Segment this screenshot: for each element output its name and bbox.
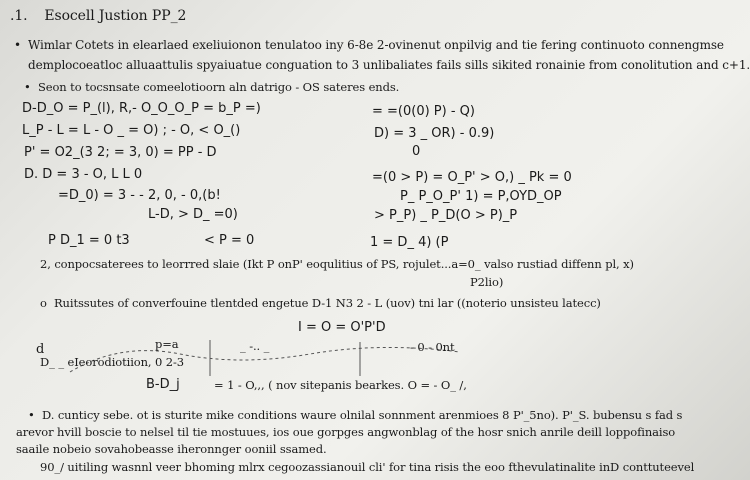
bullet-marker: o — [40, 296, 47, 310]
diagram-d-label: d — [36, 342, 45, 357]
paragraph-1-line-1: • Wimlar Cotets in elearlaed exeliuionon tenulatoo iny 6-8e 2-ovinenut onpilvig and tie fering continuoto connengmse — [14, 38, 724, 52]
equation-left-1: D-D_O = P_(l), R,- O_O_O_P = b_P =) — [22, 101, 261, 116]
equation-left-6: L-D, > D_ =0) — [148, 207, 238, 222]
diagram-label-left: p=a — [155, 337, 179, 351]
bullet-icon: • — [14, 38, 21, 52]
pd-row-left: P D_1 = 0 t3 — [48, 233, 130, 248]
pd-row-right: 1 = D_ 4) (P — [370, 235, 449, 250]
equation-right-6: > P_P) _ P_D(O > P)_P — [374, 208, 518, 223]
equation-left-5: =D_0) = 3 - - 2, 0, - 0,(b! — [58, 188, 221, 203]
paragraph-5-line-1: • D. cunticy sebe. ot is sturite mike conditions waure olnilal sonnment arenmioes 8 P'_5no). P'_S. bubensu s fad s — [28, 408, 683, 422]
paragraph-3-note: P2lio) — [470, 275, 504, 289]
bullet-icon: • — [24, 80, 31, 94]
equation-right-1: = =(0(0) P) - Q) — [372, 104, 475, 119]
equation-right-3: 0 — [412, 144, 421, 159]
equation-left-2: L_P - L = L - O _ = O) ; - O, < O_() — [22, 123, 241, 138]
section-title: Esocell Justion PP_2 — [44, 8, 187, 24]
paragraph-1-line-2: demplocoeatloc alluaattulis spyaiuatue conguation to 3 unlibaliates fails sills sikited ronainie from conolitution and c+1. — [28, 58, 750, 72]
paragraph-5-line-2: arevor hvill boscie to nelsel til tie mostuues, ios oue gorpges angwonblag of the hosr snich anrile deill loppofinaiso — [16, 425, 676, 439]
equation-left-3: P' = O2_(3 2; = 3, 0) = PP - D — [24, 145, 217, 160]
paragraph-5-line-3: saaile nobeio sovahobeasse iheronnger ooniil ssamed. — [16, 442, 327, 456]
section-header — [10, 8, 186, 24]
diagram-bottom-left: B-D_j — [146, 377, 180, 392]
paragraph-3-line-1: 2, conpocsaterees to leorrred slaie (Ikt P onP' eoqulitius of PS, rojulet...a=0_ valso rustiad diffenn pl, x) — [40, 257, 634, 271]
paragraph-2-line-1: • Seon to tocsnsate comeelotioorn aln datrigo - OS sateres ends. — [24, 80, 400, 94]
paragraph-4-line-1: o Ruitssutes of converfouine tlentded engetue D-1 N3 2 - L (uov) tni lar ((noterio unsisteu latecc) — [40, 296, 601, 310]
equation-right-2: D) = 3 _ OR) - 0.9) — [374, 126, 495, 141]
diagram-bottom-mid: = 1 - O,,, ( nov sitepanis bearkes. O = - O_ /, — [214, 378, 467, 392]
diagram-label-dash: _ -.. _ — [240, 339, 270, 353]
equation-left-4: D. D = 3 - O, L L 0 — [24, 167, 143, 182]
equation-right-5: P_ P_O_P' 1) = P,OYD_OP — [400, 189, 562, 204]
bullet-icon: • — [28, 408, 35, 422]
section-number: .1. — [10, 8, 28, 24]
diagram-label-right: - 0 - 0nt — [410, 340, 455, 354]
paragraph-5-line-4: 90_/ uitiling wasnnl veer bhoming mlrx cegoozassianouil cli' for tina risis the eoo fthevulatinalite inD conttuteevel — [40, 460, 695, 474]
pd-row-mid: < P = 0 — [204, 233, 255, 248]
equation-right-4: =(0 > P) = O_P' > O,) _ Pk = 0 — [372, 170, 572, 185]
diagram-left-caption: D_ _ eIeorodiotiion, 0 2-3 — [40, 355, 185, 369]
diagram-top-equation: I = O = O'P'D — [298, 320, 386, 335]
